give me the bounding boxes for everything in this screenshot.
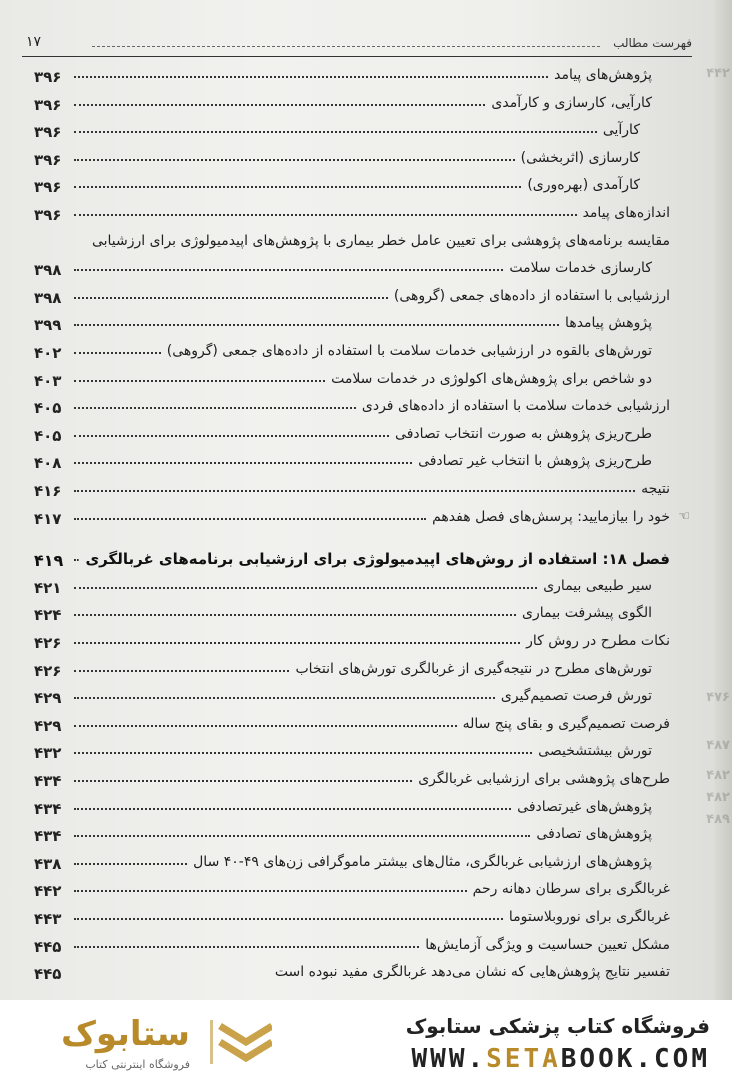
bleed-through-number: ۴۸۲ (706, 790, 730, 805)
chevron-logo-icon (210, 1016, 272, 1068)
toc-entry (22, 476, 692, 504)
toc-leader-dots (74, 407, 356, 409)
toc-entry (22, 117, 692, 145)
toc-chapter-heading (22, 545, 692, 573)
toc-leader-dots (74, 490, 635, 492)
toc-entry-title: ارزشیابی با استفاده از داده‌های جمعی (گروهی) (393, 287, 670, 304)
toc-entry (22, 738, 692, 766)
toc-page-number: ۴۳۲ (34, 744, 62, 763)
toc-page-number: ۳۹۹ (34, 316, 62, 335)
toc-entry-title: تورش فرصت تصمیم‌گیری (500, 688, 652, 705)
toc-leader-dots (74, 670, 289, 672)
header-rule (22, 56, 692, 57)
toc-entry-title: فصل ۱۸: استفاده از روش‌های اپیدمیولوژی برای ارزشیابی برنامه‌های غربالگری (85, 550, 670, 569)
toc-page-number: ۴۴۵ (34, 965, 62, 984)
toc-page-number: ۴۴۲ (34, 882, 62, 901)
url-suffix: BOOK.COM (560, 1044, 710, 1074)
toc-entry-title: ارزشیابی خدمات سلامت با استفاده از داده‌های فردی (361, 398, 670, 415)
toc-leader-dots (74, 352, 161, 354)
toc-leader-dots (74, 159, 515, 161)
toc-page-number: ۴۱۹ (34, 551, 64, 571)
toc-entry (22, 504, 692, 532)
toc-entry-title: نتیجه (641, 481, 670, 497)
toc-entry-title: فرصت تصمیم‌گیری و بقای پنج ساله (462, 715, 670, 732)
toc-leader-dots (74, 518, 426, 520)
toc-entry-title: کارسازی (اثربخشی) (520, 149, 640, 166)
toc-leader-dots (74, 186, 521, 188)
toc-leader-dots (74, 614, 516, 616)
header-dashes (92, 46, 600, 47)
bleed-through-number: ۴۸۲ (706, 768, 730, 783)
page-edge (714, 0, 732, 1000)
toc-entry-title: کارآمدی (بهره‌وری) (527, 177, 640, 194)
toc-leader-dots (74, 642, 520, 644)
toc-leader-dots (74, 131, 597, 133)
toc-leader-dots (74, 752, 532, 754)
toc-entry (22, 172, 692, 200)
toc-entry-title: الگوی پیشرفت بیماری (522, 605, 652, 622)
toc-leader-dots (74, 725, 457, 727)
toc-page-number: ۳۹۶ (34, 178, 62, 197)
toc-page-number: ۴۲۹ (34, 689, 62, 708)
store-logo (34, 1014, 204, 1074)
toc-page-number: ۳۹۶ (34, 68, 62, 86)
toc-page-number: ۴۴۳ (34, 910, 62, 928)
toc-entry-title: طرح‌ریزی پژوهش با انتخاب غیر تصادفی (418, 453, 652, 470)
toc-page-number: ۳۹۸ (34, 288, 62, 307)
toc-page-number: ۳۹۶ (34, 95, 62, 114)
toc-leader-dots (74, 462, 412, 464)
toc-entry (22, 573, 692, 601)
toc-entry-title: خود را بیازمایید: پرسش‌های فصل هفدهم (432, 508, 670, 525)
toc-leader-dots (74, 946, 419, 948)
toc-entry (22, 310, 692, 338)
toc-page-number: ۴۴۵ (34, 937, 62, 956)
toc-leader-dots (74, 835, 530, 837)
toc-entry (22, 711, 692, 739)
toc-entry (22, 255, 692, 283)
toc-entry (22, 821, 692, 849)
toc-entry-title: غربالگری برای نوروبلاستوما (508, 909, 670, 925)
toc-entry-title: پژوهش پیامدها (565, 315, 652, 332)
toc-page-number: ۴۲۹ (34, 716, 62, 735)
toc-entry (22, 366, 692, 394)
toc-page-number: ۴۱۶ (34, 482, 62, 500)
toc-entry-title: کارسازی خدمات سلامت (509, 260, 652, 277)
toc-page-number: ۴۰۵ (34, 426, 62, 445)
toc-leader-dots (74, 104, 485, 106)
toc-entry (22, 283, 692, 311)
pointing-hand-icon: ☜ (678, 508, 690, 524)
toc-entry-title: پژوهش‌های ارزشیابی غربالگری، مثال‌های بیشتر ماموگرافی زن‌های ۴۹-۴۰ سال (193, 853, 652, 870)
toc-entry-title: کارآیی (602, 122, 640, 139)
toc-leader-dots (74, 780, 412, 782)
toc-entry-title: اندازه‌های پیامد (582, 205, 670, 221)
toc-entry (22, 90, 692, 118)
toc-leader-dots (74, 435, 389, 437)
toc-page-number: ۴۰۲ (34, 344, 62, 362)
toc-entry-title: پژوهش‌های تصادفی (536, 826, 652, 843)
toc-entry (22, 876, 692, 904)
toc-entry (22, 904, 692, 932)
toc-entry-title: غربالگری برای سرطان دهانه رحم (472, 881, 670, 898)
toc-entry (22, 228, 692, 256)
toc-entry (22, 145, 692, 173)
toc-page-number: ۴۰۵ (34, 399, 62, 418)
toc-leader-dots (74, 808, 511, 810)
toc-entry (22, 683, 692, 711)
toc-leader-dots (74, 380, 325, 382)
header-title: فهرست مطالب (613, 36, 692, 50)
toc-page-number: ۴۲۴ (34, 606, 62, 625)
toc-leader-dots (74, 214, 577, 216)
toc-entry (22, 62, 692, 90)
toc-entry-title: کارآیی، کارسازی و کارآمدی (491, 94, 652, 111)
toc-page-number: ۴۳۴ (34, 772, 62, 790)
toc-page-number: ۴۳۴ (34, 799, 62, 818)
toc-entry-title: تورش‌های مطرح در نتیجه‌گیری از غربالگری تورش‌های انتخاب (295, 660, 652, 677)
toc-entry-title: تورش‌های بالقوه در ارزشیابی خدمات سلامت با استفاده از داده‌های جمعی (گروهی) (166, 343, 652, 359)
toc-page-number: ۴۰۸ (34, 454, 62, 473)
toc-entry (22, 932, 692, 960)
toc-page-number: ۳۹۶ (34, 150, 62, 169)
toc-page-number: ۳۹۶ (34, 123, 62, 142)
toc-entry (22, 338, 692, 366)
toc-leader-dots (74, 324, 559, 326)
toc-entry (22, 200, 692, 228)
toc-entry (22, 448, 692, 476)
toc-page-number: ۴۱۷ (34, 509, 62, 528)
store-name: فروشگاه کتاب پزشکی ستابوک (405, 1014, 710, 1038)
toc-leader-dots (74, 559, 79, 561)
toc-entry-title: مقایسه برنامه‌های پژوهشی برای تعیین عامل خطر بیماری با پژوهش‌های اپیدمیولوژی برای ارزشیابی (91, 232, 670, 249)
toc-leader-dots (74, 863, 187, 865)
toc-entry-title: تفسیر نتایج پژوهش‌هایی که نشان می‌دهد غربالگری مفید نبوده است (274, 964, 670, 981)
toc-leader-dots (74, 890, 467, 892)
toc-entry-title: سیر طبیعی بیماری (543, 577, 652, 594)
toc-leader-dots (74, 587, 537, 589)
bleed-through-number: ۴۷۶ (706, 690, 730, 705)
toc-entry-title: مشکل تعیین حساسیت و ویژگی آزمایش‌ها (425, 936, 670, 953)
toc-page-number: ۴۲۶ (34, 661, 62, 680)
toc-entry (22, 959, 692, 987)
toc-entry (22, 656, 692, 684)
toc-leader-dots (74, 76, 548, 78)
toc-entry-title: دو شاخص برای پژوهش‌های اکولوژی در خدمات سلامت (331, 370, 652, 387)
toc-page-number: ۴۳۴ (34, 827, 62, 846)
header-page-number: ۱۷ (26, 34, 42, 50)
toc-page-number: ۴۲۶ (34, 634, 62, 652)
toc-entry-title: تورش بیشتشخیصی (538, 743, 652, 760)
toc-entry (22, 600, 692, 628)
toc-page-number: ۴۰۳ (34, 371, 62, 390)
toc-page-number: ۴۲۱ (34, 578, 62, 597)
toc-entry (22, 766, 692, 794)
toc-entry-title: نکات مطرح در روش کار (526, 633, 670, 649)
url-highlight: SETA (486, 1044, 561, 1074)
logo-tagline: فروشگاه اینترنتی کتاب (85, 1058, 190, 1071)
toc-entry-title: پژوهش‌های غیرتصادفی (517, 798, 652, 815)
store-url[interactable] (412, 1044, 710, 1074)
toc-page-number: ۳۹۸ (34, 261, 62, 280)
toc-leader-dots (74, 918, 503, 920)
toc-entry-title: طرح‌های پژوهشی برای ارزشیابی غربالگری (418, 771, 670, 787)
toc-page-number: ۳۹۶ (34, 206, 62, 224)
toc-entry (22, 421, 692, 449)
toc-entry-title: طرح‌ریزی پژوهش به صورت انتخاب تصادفی (395, 425, 652, 442)
toc-entry (22, 393, 692, 421)
bleed-through-number: ۴۴۲ (706, 66, 730, 81)
toc-leader-dots (74, 297, 388, 299)
bleed-through-number: ۴۸۹ (706, 812, 730, 827)
url-prefix: WWW. (411, 1044, 487, 1074)
toc-entry-title: پژوهش‌های پیامد (554, 67, 652, 83)
toc-leader-dots (74, 269, 503, 271)
toc-entry (22, 628, 692, 656)
running-header (22, 30, 692, 56)
toc-entry (22, 849, 692, 877)
toc-leader-dots (74, 697, 495, 699)
toc-page-number: ۴۳۸ (34, 854, 62, 873)
logo-wordmark: ستابوک (61, 1014, 190, 1054)
toc-entry (22, 794, 692, 822)
bleed-through-number: ۴۸۷ (706, 738, 730, 753)
